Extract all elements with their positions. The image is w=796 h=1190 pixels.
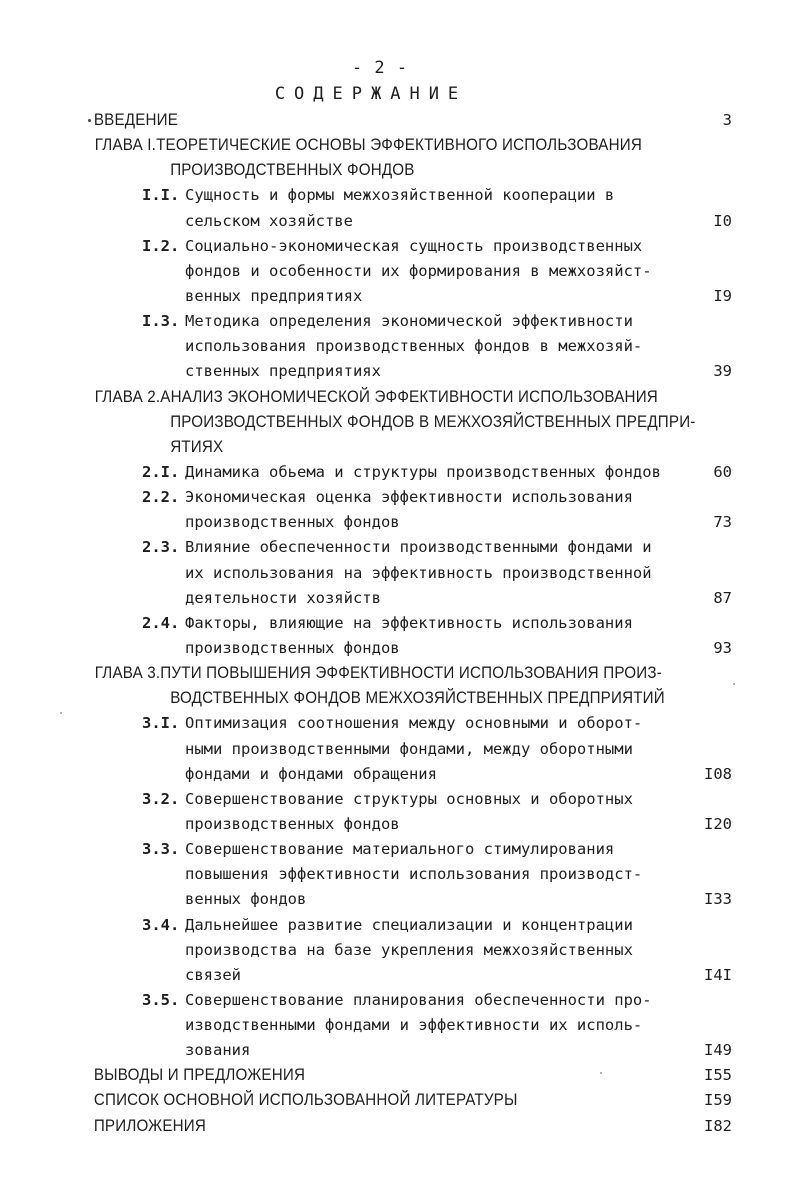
section-number: 3.3. bbox=[142, 840, 180, 859]
section-title-line: Динамика обьема и структуры производственных фондов bbox=[185, 462, 661, 481]
section-title-line: ственных предприятиях bbox=[185, 362, 381, 381]
section-number: 2.I. bbox=[142, 462, 180, 481]
chapter-title-line: ГЛАВА 3.ПУТИ ПОВЫШЕНИЯ ЭФФЕКТИВНОСТИ ИСПОЛЬЗОВАНИЯ ПРОИЗ- bbox=[94, 664, 662, 683]
toc-section-3-4 bbox=[0, 913, 796, 988]
section-title-line: фондами и фондами обращения bbox=[185, 764, 437, 783]
section-number: 3.4. bbox=[142, 915, 180, 934]
section-title-line: фондов и особенности их формирования в межхозяйст- bbox=[185, 261, 652, 280]
section-title-line: Оптимизация соотношения между основными и оборот- bbox=[185, 714, 643, 733]
toc-section-3-1 bbox=[0, 711, 796, 786]
section-number: I.2. bbox=[142, 236, 180, 255]
toc-page-number: I82 bbox=[704, 1116, 732, 1135]
table-of-contents bbox=[0, 108, 796, 1139]
toc-entry-title: ВВЕДЕНИЕ bbox=[93, 111, 179, 129]
toc-section-3-5 bbox=[0, 988, 796, 1063]
page-number: - 2 - bbox=[351, 58, 409, 78]
section-title-line: Совершенствование планирования обеспеченности про- bbox=[185, 990, 652, 1009]
toc-section-1-2 bbox=[0, 234, 796, 309]
toc-section-2-4 bbox=[0, 611, 796, 661]
chapter-title-line: ГЛАВА 2.АНАЛИЗ ЭКОНОМИЧЕСКОЙ ЭФФЕКТИВНОСТИ ИСПОЛЬЗОВАНИЯ bbox=[94, 387, 658, 406]
toc-page-number: I20 bbox=[704, 814, 732, 833]
section-title-line: Совершенствование материального стимулирования bbox=[185, 840, 615, 859]
toc-page-number: I49 bbox=[704, 1041, 732, 1060]
toc-page-number: I08 bbox=[704, 764, 732, 783]
chapter-title-line: ПРОИЗВОДСТВЕННЫХ ФОНДОВ В МЕЖХОЗЯЙСТВЕННЫХ ПРЕДПРИ- bbox=[170, 412, 696, 431]
toc-page-number: 93 bbox=[713, 638, 732, 657]
toc-section-3-2 bbox=[0, 787, 796, 837]
section-number: 3.2. bbox=[142, 789, 180, 808]
toc-entry-intro bbox=[0, 108, 796, 133]
section-title-line: сельском хозяйстве bbox=[185, 211, 353, 230]
chapter-title-line: ПРОИЗВОДСТВЕННЫХ ФОНДОВ bbox=[170, 161, 415, 180]
toc-section-2-2 bbox=[0, 485, 796, 535]
section-title-line: связей bbox=[185, 965, 241, 984]
section-title-line: повышения эффективности использования производст- bbox=[185, 865, 643, 884]
section-number: I.I. bbox=[142, 186, 180, 205]
section-title-line: изводственными фондами и эффективности их исполь- bbox=[185, 1016, 643, 1035]
toc-page-number: 39 bbox=[713, 362, 732, 381]
section-number: 3.5. bbox=[142, 990, 180, 1009]
chapter-title-line: ЯТИЯХ bbox=[170, 437, 224, 456]
section-title-line: Экономическая оценка эффективности использования bbox=[185, 488, 633, 507]
section-number: I.3. bbox=[142, 312, 180, 331]
section-number: 2.3. bbox=[142, 538, 180, 557]
section-title-line: зования bbox=[185, 1041, 251, 1060]
toc-section-1-1 bbox=[0, 183, 796, 233]
section-title-line: производства на базе укрепления межхозяйственных bbox=[185, 940, 633, 959]
section-number: 3.I. bbox=[142, 714, 180, 733]
section-number: 2.2. bbox=[142, 488, 180, 507]
chapter-title-line: ГЛАВА I.ТЕОРЕТИЧЕСКИЕ ОСНОВЫ ЭФФЕКТИВНОГО ИСПОЛЬЗОВАНИЯ bbox=[94, 136, 642, 155]
toc-entry-title: ВЫВОДЫ И ПРЕДЛОЖЕНИЯ bbox=[93, 1066, 306, 1085]
section-title-line: Методика определения экономической эффективности bbox=[185, 312, 633, 331]
toc-entry-appendices bbox=[0, 1114, 796, 1139]
section-title-line: ными производственными фондами, между оборотными bbox=[185, 739, 633, 758]
section-title-line: производственных фондов bbox=[185, 814, 400, 833]
section-title-line: Совершенствование структуры основных и оборотных bbox=[185, 789, 633, 808]
section-title-line: их использования на эффективность производственной bbox=[185, 563, 652, 582]
toc-page-number: I4I bbox=[704, 965, 732, 984]
toc-page-number: I59 bbox=[704, 1091, 732, 1110]
toc-section-2-1 bbox=[0, 460, 796, 485]
section-title-line: Влияние обеспеченности производственными фондами и bbox=[185, 538, 652, 557]
toc-page-number: 3 bbox=[722, 111, 732, 129]
toc-page-number: I33 bbox=[704, 890, 732, 909]
toc-entry-references bbox=[0, 1088, 796, 1113]
section-title-line: использования производственных фондов в межхозяй- bbox=[185, 337, 643, 356]
toc-entry-title: СПИСОК ОСНОВНОЙ ИСПОЛЬЗОВАННОЙ ЛИТЕРАТУРЫ bbox=[93, 1091, 518, 1110]
contents-title: СОДЕРЖАНИЕ bbox=[274, 84, 468, 104]
section-title-line: деятельности хозяйств bbox=[185, 588, 381, 607]
toc-page-number: I55 bbox=[704, 1066, 732, 1085]
section-title-line: Сущность и формы межхозяйственной кооперации в bbox=[185, 186, 615, 205]
toc-chapter-1 bbox=[0, 133, 796, 183]
section-title-line: производственных фондов bbox=[185, 638, 400, 657]
section-title-line: Факторы, влияющие на эффективность использования bbox=[185, 613, 633, 632]
toc-section-3-3 bbox=[0, 837, 796, 912]
chapter-title-line: ВОДСТВЕННЫХ ФОНДОВ МЕЖХОЗЯЙСТВЕННЫХ ПРЕДПРИЯТИЙ bbox=[170, 689, 665, 708]
section-title-line: Социально-экономическая сущность производственных bbox=[185, 236, 643, 255]
toc-entry-conclusions bbox=[0, 1063, 796, 1088]
toc-section-2-3 bbox=[0, 535, 796, 610]
toc-page-number: 87 bbox=[713, 588, 732, 607]
section-title-line: венных фондов bbox=[185, 890, 307, 909]
toc-entry-title: ПРИЛОЖЕНИЯ bbox=[93, 1116, 207, 1135]
section-number: 2.4. bbox=[142, 613, 180, 632]
section-title-line: венных предприятиях bbox=[185, 286, 363, 305]
toc-page-number: I0 bbox=[713, 211, 732, 230]
toc-section-1-3 bbox=[0, 309, 796, 384]
toc-page-number: I9 bbox=[713, 286, 732, 305]
toc-chapter-2 bbox=[0, 385, 796, 460]
toc-page-number: 60 bbox=[713, 462, 732, 481]
toc-page-number: 73 bbox=[713, 513, 732, 532]
section-title-line: производственных фондов bbox=[185, 513, 400, 532]
toc-chapter-3 bbox=[0, 661, 796, 711]
section-title-line: Дальнейшее развитие специализации и концентрации bbox=[185, 915, 633, 934]
